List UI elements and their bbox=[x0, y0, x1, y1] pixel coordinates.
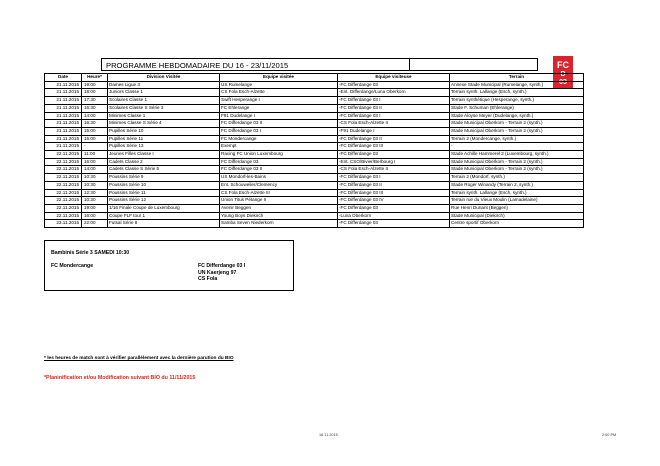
cell-venue: - bbox=[450, 143, 584, 151]
cell-home-team: Avenir Beggen bbox=[220, 204, 338, 212]
cell-division: Poussins Série 12 bbox=[108, 197, 220, 205]
cell-division: Coupe FLF tour 1 bbox=[108, 212, 220, 220]
cell-away-team: -FC Differdange 03 IV bbox=[338, 197, 450, 205]
cell-time: 15:00 bbox=[82, 127, 108, 135]
header-date: Date bbox=[45, 74, 82, 82]
cell-home-team: FC Differdange 03 bbox=[220, 158, 338, 166]
cell-away-team: -FC Differdange 03 bbox=[338, 81, 450, 89]
cell-date: 22.11.2015 bbox=[45, 181, 82, 189]
table-row bbox=[45, 204, 584, 212]
table-row bbox=[45, 104, 584, 112]
cell-away-team: -F91 Dudelange I bbox=[338, 127, 450, 135]
cell-time: 16:00 bbox=[82, 212, 108, 220]
header-time: Heure* bbox=[82, 74, 108, 82]
cell-division: Pupilles Série 13 bbox=[108, 143, 220, 151]
cell-away-team: -FC Differdange 03 bbox=[338, 220, 450, 228]
cell-date: 22.11.2015 bbox=[45, 166, 82, 174]
table-row bbox=[45, 189, 584, 197]
cell-time: 19:00 bbox=[82, 204, 108, 212]
cell-away-team: -FC Differdange 03 III bbox=[338, 143, 450, 151]
cell-date: 21.11.2015 bbox=[45, 81, 82, 89]
cell-away-team: -Ent. Differdange/Luna Oberkorn bbox=[338, 89, 450, 97]
cell-division: Dames Ligue 3 bbox=[108, 81, 220, 89]
cell-away-team: -FC Differdange 03 I bbox=[338, 97, 450, 105]
cell-venue: Terrain 2 (Mondorf, synth.) bbox=[450, 174, 584, 182]
cell-away-team: -FC Differdange 03 III bbox=[338, 189, 450, 197]
cell-date: 21.11.2015 bbox=[45, 112, 82, 120]
cell-division: Cadets Classe 2 bbox=[108, 158, 220, 166]
footer-time: 2:00 PM bbox=[602, 433, 617, 437]
cell-venue: Stade Aloyse Meyer (Dudelange, synth.) bbox=[450, 112, 584, 120]
table-row bbox=[45, 166, 584, 174]
cell-division: Cadets Classe S Série 5 bbox=[108, 166, 220, 174]
cell-away-team: -FC Differdange 03 bbox=[338, 151, 450, 159]
cell-away-team: -FC Differdange 03 II bbox=[338, 104, 450, 112]
cell-home-team: Young Boys Diekirch bbox=[220, 212, 338, 220]
footer-date: 16.11.2015 bbox=[319, 433, 338, 437]
cell-away-team: -Ent. CSO/Bivier/Berbourg I bbox=[338, 158, 450, 166]
table-row bbox=[45, 127, 584, 135]
cell-venue: Stade F. Schuman (Ehlerange) bbox=[450, 104, 584, 112]
cell-time: 15:00 bbox=[82, 135, 108, 143]
cell-venue: Stade Municipal Oberkorn - Terrain 2 (synth.) bbox=[450, 158, 584, 166]
table-row bbox=[45, 174, 584, 182]
cell-venue: Terrain 2 (Mondercange, synth.) bbox=[450, 135, 584, 143]
cell-division: Minimes Classe 1 bbox=[108, 112, 220, 120]
cell-time: 14:00 bbox=[82, 166, 108, 174]
cell-away-team: -FC Differdange 03 II bbox=[338, 135, 450, 143]
table-row bbox=[45, 151, 584, 159]
title-right-box bbox=[410, 58, 538, 71]
cell-home-team: US Rumelange bbox=[220, 81, 338, 89]
cell-away-team: -FC Differdange 03 I bbox=[338, 112, 450, 120]
cell-venue: Stade Municipal Oberkorn - Terrain 2 (synth.) bbox=[450, 120, 584, 128]
bambinis-title: Bambinis Série 3 SAMEDI 10:30 bbox=[51, 250, 130, 256]
cell-division: Poussins Série 9 bbox=[108, 174, 220, 182]
cell-home-team: F91 Dudelange I bbox=[220, 112, 338, 120]
cell-venue: Stade Municipal Oberkorn - Terrain 2 (synth.) bbox=[450, 166, 584, 174]
cell-venue: Stade Municipal (Diekirch) bbox=[450, 212, 584, 220]
cell-division: 1/16 Finale Coupe de Luxembourg bbox=[108, 204, 220, 212]
cell-away-team: -CS Fola Esch-Alzette II bbox=[338, 166, 450, 174]
cell-date: 22.11.2015 bbox=[45, 204, 82, 212]
table-row bbox=[45, 97, 584, 105]
cell-time: 11:00 bbox=[82, 151, 108, 159]
svg-text:FC: FC bbox=[557, 60, 569, 70]
page-title: PROGRAMME HEBDOMADAIRE DU 16 - 23/11/2015 bbox=[101, 58, 410, 71]
cell-date: 21.11.2015 bbox=[45, 135, 82, 143]
cell-home-team: FC Mondercange bbox=[220, 135, 338, 143]
cell-home-team: US Mondorf-les-Bains bbox=[220, 174, 338, 182]
cell-home-team: CS Fola Esch-Alzette bbox=[220, 89, 338, 97]
table-row bbox=[45, 143, 584, 151]
cell-date: 22.11.2015 bbox=[45, 212, 82, 220]
cell-date: 21.11.2015 bbox=[45, 104, 82, 112]
cell-date: 22.11.2015 bbox=[45, 189, 82, 197]
cell-division: Poussins Série 11 bbox=[108, 189, 220, 197]
cell-time: 16:00 bbox=[82, 158, 108, 166]
cell-date: 21.11.2015 bbox=[45, 97, 82, 105]
cell-division: Jeunes Filles Classe I bbox=[108, 151, 220, 159]
table-row bbox=[45, 197, 584, 205]
cell-date: 22.11.2015 bbox=[45, 197, 82, 205]
cell-time: 22:00 bbox=[82, 220, 108, 228]
cell-away-team: -Luna Oberkorn bbox=[338, 212, 450, 220]
table-row bbox=[45, 135, 584, 143]
bambinis-home-team: FC Mondercange bbox=[51, 263, 94, 269]
cell-division: Scolaires Classe S Série 3 bbox=[108, 104, 220, 112]
bambinis-team-list bbox=[198, 263, 245, 283]
weekly-schedule-table bbox=[44, 73, 584, 228]
cell-time: 10:30 bbox=[82, 181, 108, 189]
cell-date: 21.11.2015 bbox=[45, 89, 82, 97]
table-row bbox=[45, 158, 584, 166]
cell-date: 21.11.2015 bbox=[45, 120, 82, 128]
cell-away-team: -FC Differdange 03 I bbox=[338, 174, 450, 182]
cell-time: 17:30 bbox=[82, 97, 108, 105]
cell-home-team: Samba Seven Niederkorn bbox=[220, 220, 338, 228]
cell-home-team: FC Differdange 03 I bbox=[220, 127, 338, 135]
cell-venue: Rue Henri Dunant (Beggen) bbox=[450, 204, 584, 212]
cell-home-team: Racing FC Union Luxembourg bbox=[220, 151, 338, 159]
cell-home-team: Union Titus Pétange II bbox=[220, 197, 338, 205]
bambinis-team: FC Differdange 03 I bbox=[198, 263, 246, 269]
cell-away-team: -CS Fola Esch-Alzette II bbox=[338, 120, 450, 128]
cell-venue: Annexe Stade Municipal (Rumelange, synth.) bbox=[450, 81, 584, 89]
cell-date: 21.11.2015 bbox=[45, 127, 82, 135]
cell-time: 10:30 bbox=[82, 197, 108, 205]
header-venue: Terrain bbox=[450, 74, 584, 82]
cell-time: 10:30 bbox=[82, 174, 108, 182]
table-row bbox=[45, 89, 584, 97]
cell-time: 19:00 bbox=[82, 81, 108, 89]
cell-time: 14:00 bbox=[82, 112, 108, 120]
match-time-note: * les heures de match sont à vérifier parallèlement avec la dernière parution du BIO bbox=[44, 356, 234, 361]
cell-time: 12:30 bbox=[82, 189, 108, 197]
bambinis-team: CS Fola bbox=[198, 276, 218, 283]
cell-division: Minimes Classe S Série 4 bbox=[108, 120, 220, 128]
cell-date: 22.11.2015 bbox=[45, 158, 82, 166]
header-division: Division Visitée bbox=[108, 74, 220, 82]
cell-date: 22.11.2015 bbox=[45, 151, 82, 159]
cell-time: 16:30 bbox=[82, 104, 108, 112]
cell-division: Poussins Série 10 bbox=[108, 181, 220, 189]
cell-home-team: FC Differdange 03 II bbox=[220, 166, 338, 174]
cell-division: Scolaires Classe 1 bbox=[108, 97, 220, 105]
table-row bbox=[45, 81, 584, 89]
cell-venue: Terrain rue du Vieux Moulin (Lamadelaine) bbox=[450, 197, 584, 205]
cell-time: - bbox=[82, 143, 108, 151]
cell-venue: Terrain synthétique (Hesperange, synth.) bbox=[450, 97, 584, 105]
table-header-row bbox=[45, 74, 584, 82]
cell-time: 18:00 bbox=[82, 89, 108, 97]
cell-away-team: -FC Differdange 03 II bbox=[338, 181, 450, 189]
cell-home-team: FC Differdange 03 II bbox=[220, 120, 338, 128]
bambinis-box bbox=[44, 240, 294, 291]
cell-venue: Stade Municipal Oberkorn - Terrain 2 (synth.) bbox=[450, 127, 584, 135]
header-home-team: Equipe visitée bbox=[220, 74, 338, 82]
cell-time: 16:30 bbox=[82, 120, 108, 128]
header-away-team: Equipe visiteuse bbox=[338, 74, 450, 82]
cell-division: Pupilles Série 11 bbox=[108, 135, 220, 143]
cell-venue: Stade Achille Hammerel 2 (Luxembourg, synth.) bbox=[450, 151, 584, 159]
bambinis-team: UN Kaerjeng 97 bbox=[198, 269, 237, 276]
cell-date: 23.11.2015 bbox=[45, 220, 82, 228]
table-row bbox=[45, 212, 584, 220]
cell-date: 21.11.2015 bbox=[45, 143, 82, 151]
table-row bbox=[45, 220, 584, 228]
cell-venue: Stade Roger Winandy (Terrain 2, synth.) bbox=[450, 181, 584, 189]
svg-text:03: 03 bbox=[559, 79, 567, 86]
cell-home-team: FC Ehlerange bbox=[220, 104, 338, 112]
cell-home-team: Swift Hesperange I bbox=[220, 97, 338, 105]
cell-venue: Centre sportif Oberkorn bbox=[450, 220, 584, 228]
cell-home-team: Exempt bbox=[220, 143, 338, 151]
cell-division: Pupilles Série 10 bbox=[108, 127, 220, 135]
cell-date: 22.11.2015 bbox=[45, 174, 82, 182]
cell-away-team: -FC Differdange 03 bbox=[338, 204, 450, 212]
cell-division: Futsal Série 8 bbox=[108, 220, 220, 228]
table-row bbox=[45, 120, 584, 128]
cell-home-team: Ent. Schouweiler/Clemency bbox=[220, 181, 338, 189]
table-row bbox=[45, 181, 584, 189]
svg-text:D: D bbox=[560, 71, 566, 78]
cell-venue: Terrain synth. Lallange (Esch, synth.) bbox=[450, 89, 584, 97]
table-row bbox=[45, 112, 584, 120]
cell-venue: Terrain synth. Lallange (Esch, synth.) bbox=[450, 189, 584, 197]
cell-division: Juniors Classe 1 bbox=[108, 89, 220, 97]
cell-home-team: CS Fola Esch-Alzette III bbox=[220, 189, 338, 197]
planning-note: *Planinification et/ou Modification suivant BIO du 11/11/2015 bbox=[44, 375, 196, 381]
